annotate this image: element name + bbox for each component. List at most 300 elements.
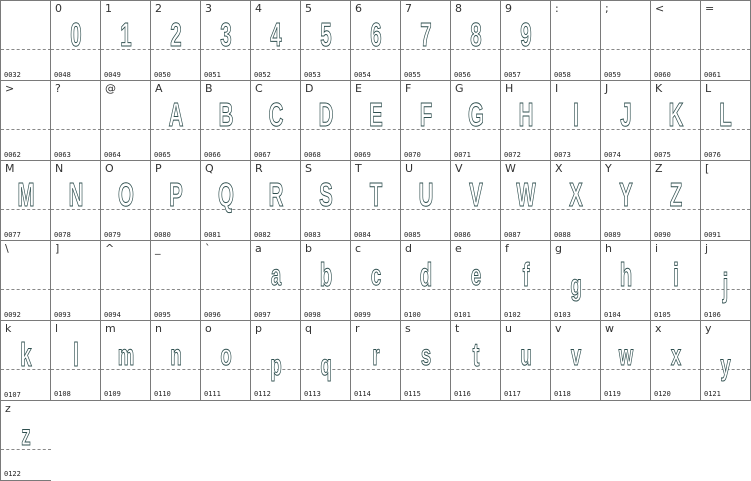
char-cell	[350, 320, 401, 401]
char-label: f	[505, 242, 509, 255]
char-label: T	[355, 162, 362, 175]
char-label: z	[5, 402, 11, 415]
glyph-sample: Q	[218, 176, 234, 214]
char-label: 2	[155, 2, 162, 15]
char-cell	[550, 240, 601, 321]
char-code: 0079	[104, 231, 121, 239]
glyph-sample: 7	[420, 16, 432, 54]
glyph-sample: 6	[370, 16, 382, 54]
char-label: O	[105, 162, 114, 175]
glyph-sample: d	[419, 256, 433, 294]
char-code: 0058	[554, 71, 571, 79]
char-code: 0103	[554, 311, 571, 319]
char-label: a	[255, 242, 262, 255]
char-label: <	[655, 2, 665, 15]
char-code: 0083	[304, 231, 321, 239]
char-cell	[300, 80, 351, 161]
char-code: 0100	[404, 311, 421, 319]
char-label: i	[655, 242, 659, 255]
char-code: 0094	[104, 311, 121, 319]
char-code: 0049	[104, 71, 121, 79]
char-code: 0056	[454, 71, 471, 79]
char-code: 0086	[454, 231, 471, 239]
char-label: 3	[205, 2, 212, 15]
glyph-sample: h	[619, 256, 633, 294]
char-label: P	[155, 162, 162, 175]
glyph-sample: e	[470, 259, 482, 293]
char-label: t	[455, 322, 460, 335]
char-code: 0089	[604, 231, 621, 239]
char-label: r	[355, 322, 360, 335]
glyph-sample: f	[522, 256, 530, 294]
char-cell	[0, 320, 51, 401]
char-code: 0101	[454, 311, 471, 319]
char-code: 0087	[504, 231, 521, 239]
char-code: 0057	[504, 71, 521, 79]
char-code: 0105	[654, 311, 671, 319]
char-code: 0097	[254, 311, 271, 319]
char-label: s	[405, 322, 411, 335]
glyph-sample: g	[570, 269, 582, 303]
char-cell	[100, 0, 151, 81]
char-code: 0122	[4, 470, 21, 478]
char-cell	[450, 160, 501, 241]
char-code: 0053	[304, 71, 321, 79]
char-label: C	[255, 82, 263, 95]
glyph-sample: 8	[470, 16, 482, 54]
char-cell	[250, 80, 301, 161]
char-code: 0093	[54, 311, 71, 319]
char-label: >	[5, 82, 15, 95]
baseline-guide	[601, 49, 651, 50]
char-label: k	[5, 322, 12, 335]
char-code: 0109	[104, 390, 121, 398]
char-label: K	[655, 82, 663, 95]
char-code: 0113	[304, 390, 321, 398]
glyph-sample: T	[369, 176, 383, 214]
glyph-sample: A	[168, 96, 184, 134]
char-label: 9	[505, 2, 512, 15]
baseline-guide	[201, 289, 251, 290]
char-label: D	[305, 82, 314, 95]
char-cell	[300, 160, 351, 241]
glyph-sample: x	[670, 339, 682, 373]
char-label: U	[405, 162, 414, 175]
glyph-sample: m	[117, 339, 135, 373]
char-cell	[550, 0, 601, 81]
char-cell	[500, 160, 551, 241]
char-label: I	[555, 82, 559, 95]
glyph-sample: S	[319, 176, 333, 214]
glyph-sample: z	[21, 419, 31, 453]
char-label: A	[155, 82, 163, 95]
char-cell	[50, 80, 101, 161]
char-label: g	[555, 242, 562, 255]
char-cell	[50, 240, 101, 321]
glyph-sample: K	[668, 96, 684, 134]
char-cell	[200, 240, 251, 321]
char-label: 6	[355, 2, 362, 15]
char-cell	[650, 160, 701, 241]
char-label: N	[55, 162, 64, 175]
baseline-guide	[701, 209, 750, 210]
char-label: l	[55, 322, 59, 335]
char-cell	[600, 0, 651, 81]
glyph-sample: j	[722, 266, 729, 304]
char-cell	[450, 0, 501, 81]
char-cell	[550, 320, 601, 401]
char-code: 0075	[654, 151, 671, 159]
char-label: ^	[105, 242, 115, 255]
char-cell	[400, 320, 451, 401]
baseline-guide	[651, 49, 701, 50]
glyph-sample: 4	[270, 16, 282, 54]
char-label: p	[255, 322, 262, 335]
char-code: 0082	[254, 231, 271, 239]
char-label: E	[355, 82, 362, 95]
char-cell	[150, 240, 201, 321]
char-code: 0111	[204, 390, 221, 398]
char-cell	[350, 0, 401, 81]
char-cell	[650, 240, 701, 321]
char-code: 0066	[204, 151, 221, 159]
char-cell	[100, 160, 151, 241]
char-code: 0119	[604, 390, 621, 398]
char-code: 0051	[204, 71, 221, 79]
char-cell	[350, 240, 401, 321]
glyph-sample: X	[569, 176, 583, 214]
glyph-sample: U	[418, 176, 434, 214]
char-cell	[150, 0, 201, 81]
char-cell	[700, 240, 751, 321]
char-cell	[500, 80, 551, 161]
char-cell	[700, 160, 751, 241]
baseline-guide	[1, 289, 51, 290]
char-label: G	[455, 82, 464, 95]
glyph-sample: u	[520, 339, 532, 373]
char-label: `	[205, 242, 211, 255]
char-code: 0080	[154, 231, 171, 239]
char-label: n	[155, 322, 162, 335]
char-label: y	[705, 322, 712, 335]
char-cell	[100, 320, 151, 401]
glyph-sample: 5	[320, 16, 332, 54]
char-label: @	[105, 82, 116, 95]
char-cell	[650, 320, 701, 401]
char-code: 0116	[454, 390, 471, 398]
char-label: B	[205, 82, 213, 95]
char-code: 0104	[604, 311, 621, 319]
glyph-sample: 0	[70, 16, 82, 54]
baseline-guide	[51, 289, 101, 290]
char-code: 0072	[504, 151, 521, 159]
char-label: W	[505, 162, 516, 175]
glyph-sample: W	[516, 176, 536, 214]
baseline-guide	[1, 49, 51, 50]
glyph-sample: G	[468, 96, 484, 134]
char-code: 0074	[604, 151, 621, 159]
glyph-sample: V	[469, 176, 483, 214]
char-label: 7	[405, 2, 412, 15]
glyph-sample: c	[370, 259, 382, 293]
baseline-guide	[101, 129, 151, 130]
glyph-sample: N	[68, 176, 84, 214]
char-label: 1	[105, 2, 112, 15]
char-cell	[500, 0, 551, 81]
char-cell	[150, 80, 201, 161]
glyph-sample: 1	[120, 16, 132, 54]
char-code: 0112	[254, 390, 271, 398]
char-code: 0071	[454, 151, 471, 159]
char-label: d	[405, 242, 412, 255]
char-label: L	[705, 82, 712, 95]
char-label: m	[105, 322, 116, 335]
char-code: 0096	[204, 311, 221, 319]
char-cell	[200, 80, 251, 161]
char-cell	[250, 320, 301, 401]
glyph-sample: I	[573, 96, 579, 134]
char-label: b	[305, 242, 312, 255]
glyph-sample: b	[319, 256, 333, 294]
char-code: 0077	[4, 231, 21, 239]
char-label: [	[705, 162, 710, 175]
glyph-sample: t	[472, 336, 480, 374]
char-cell	[50, 160, 101, 241]
char-cell	[650, 0, 701, 81]
char-label: 4	[255, 2, 262, 15]
char-cell	[300, 320, 351, 401]
char-cell	[550, 80, 601, 161]
char-label: 8	[455, 2, 462, 15]
char-cell	[600, 160, 651, 241]
glyph-sample: Y	[619, 176, 633, 214]
char-code: 0088	[554, 231, 571, 239]
char-code: 0099	[354, 311, 371, 319]
char-label: x	[655, 322, 662, 335]
char-code: 0117	[504, 390, 521, 398]
char-cell	[700, 0, 751, 81]
char-cell	[0, 80, 51, 161]
char-code: 0106	[704, 311, 721, 319]
char-cell	[50, 0, 101, 81]
char-code: 0108	[54, 390, 71, 398]
glyph-sample: w	[618, 339, 634, 373]
char-cell	[350, 80, 401, 161]
char-label: ;	[605, 2, 609, 15]
char-label: ?	[55, 82, 61, 95]
char-cell	[450, 320, 501, 401]
baseline-guide	[1, 129, 51, 130]
char-code: 0084	[354, 231, 371, 239]
char-label: X	[555, 162, 563, 175]
char-label: e	[455, 242, 462, 255]
char-code: 0078	[54, 231, 71, 239]
char-cell	[300, 0, 351, 81]
char-code: 0091	[704, 231, 721, 239]
char-cell	[500, 320, 551, 401]
char-code: 0055	[404, 71, 421, 79]
char-label: H	[505, 82, 514, 95]
char-cell	[700, 320, 751, 401]
glyph-sample: l	[73, 336, 79, 374]
char-cell	[200, 320, 251, 401]
glyph-sample: q	[320, 349, 332, 383]
char-label: o	[205, 322, 212, 335]
char-cell	[200, 0, 251, 81]
char-cell	[350, 160, 401, 241]
char-cell	[250, 0, 301, 81]
char-cell	[150, 160, 201, 241]
char-code: 0061	[704, 71, 721, 79]
char-code: 0064	[104, 151, 121, 159]
char-code: 0095	[154, 311, 171, 319]
baseline-guide	[101, 289, 151, 290]
char-label: S	[305, 162, 312, 175]
char-label: =	[705, 2, 715, 15]
glyph-sample: C	[268, 96, 284, 134]
char-label: _	[155, 242, 161, 255]
glyph-sample: B	[218, 96, 234, 134]
char-code: 0090	[654, 231, 671, 239]
char-cell	[50, 320, 101, 401]
char-code: 0121	[704, 390, 721, 398]
char-code: 0050	[154, 71, 171, 79]
char-cell	[0, 0, 51, 81]
glyph-sample: p	[270, 349, 282, 383]
glyph-sample: r	[372, 339, 380, 373]
glyph-sample: J	[620, 96, 632, 134]
char-cell	[600, 240, 651, 321]
char-code: 0073	[554, 151, 571, 159]
char-label: j	[705, 242, 709, 255]
glyph-sample: s	[420, 339, 432, 373]
char-label: c	[355, 242, 362, 255]
char-code: 0054	[354, 71, 371, 79]
char-cell	[250, 240, 301, 321]
char-label: \	[5, 242, 9, 255]
char-label: Z	[655, 162, 663, 175]
char-label: F	[405, 82, 412, 95]
glyph-sample: 9	[520, 16, 532, 54]
glyph-sample: L	[719, 96, 732, 134]
char-code: 0102	[504, 311, 521, 319]
char-code: 0069	[354, 151, 371, 159]
char-cell	[400, 240, 451, 321]
glyph-sample: k	[20, 336, 32, 374]
char-code: 0059	[604, 71, 621, 79]
char-cell	[100, 240, 151, 321]
char-cell	[550, 160, 601, 241]
baseline-guide	[51, 129, 101, 130]
char-cell	[0, 160, 51, 241]
char-cell	[600, 80, 651, 161]
glyph-sample: D	[318, 96, 334, 134]
char-label: Q	[205, 162, 214, 175]
char-code: 0115	[404, 390, 421, 398]
char-cell	[100, 80, 151, 161]
char-code: 0048	[54, 71, 71, 79]
char-label: J	[605, 82, 609, 95]
char-cell	[0, 240, 51, 321]
char-code: 0092	[4, 311, 21, 319]
char-code: 0085	[404, 231, 421, 239]
char-code: 0062	[4, 151, 21, 159]
char-code: 0107	[4, 391, 21, 399]
char-cell	[600, 320, 651, 401]
char-label: Y	[605, 162, 612, 175]
char-code: 0068	[304, 151, 321, 159]
char-code: 0098	[304, 311, 321, 319]
char-label: h	[605, 242, 612, 255]
glyph-sample: o	[220, 339, 232, 373]
char-cell	[0, 400, 51, 481]
char-label: w	[605, 322, 614, 335]
glyph-sample: n	[170, 339, 182, 373]
char-label: 0	[55, 2, 62, 15]
glyph-sample: H	[518, 96, 534, 134]
char-cell	[700, 80, 751, 161]
baseline-guide	[701, 49, 750, 50]
glyph-sample: R	[268, 176, 284, 214]
char-code: 0070	[404, 151, 421, 159]
baseline-guide	[151, 289, 201, 290]
char-cell	[250, 160, 301, 241]
glyph-sample: y	[720, 349, 731, 383]
char-code: 0114	[354, 390, 371, 398]
glyph-sample: F	[419, 96, 433, 134]
char-label: ]	[55, 242, 60, 255]
char-code: 0060	[654, 71, 671, 79]
char-code: 0081	[204, 231, 221, 239]
glyph-sample: i	[673, 256, 679, 294]
char-label: R	[255, 162, 263, 175]
char-code: 0032	[4, 71, 21, 79]
glyph-sample: a	[270, 259, 282, 293]
char-cell	[400, 0, 451, 81]
glyph-sample: 3	[220, 16, 232, 54]
char-code: 0065	[154, 151, 171, 159]
char-cell	[150, 320, 201, 401]
glyph-sample: v	[570, 339, 582, 373]
glyph-sample: 2	[170, 16, 182, 54]
char-code: 0063	[54, 151, 71, 159]
char-cell	[400, 80, 451, 161]
char-cell	[450, 80, 501, 161]
glyph-sample: P	[169, 176, 183, 214]
char-cell	[300, 240, 351, 321]
baseline-guide	[551, 49, 601, 50]
char-label: q	[305, 322, 312, 335]
glyph-sample: O	[118, 176, 134, 214]
char-code: 0052	[254, 71, 271, 79]
char-cell	[450, 240, 501, 321]
glyph-sample: E	[369, 96, 383, 134]
char-cell	[400, 160, 451, 241]
char-label: :	[555, 2, 559, 15]
char-cell	[500, 240, 551, 321]
glyph-sample: Z	[669, 176, 683, 214]
char-code: 0120	[654, 390, 671, 398]
char-code: 0076	[704, 151, 721, 159]
char-code: 0110	[154, 390, 171, 398]
char-code: 0067	[254, 151, 271, 159]
char-label: M	[5, 162, 15, 175]
char-cell	[200, 160, 251, 241]
char-cell	[650, 80, 701, 161]
char-label: 5	[305, 2, 312, 15]
char-label: v	[555, 322, 562, 335]
char-label: V	[455, 162, 463, 175]
